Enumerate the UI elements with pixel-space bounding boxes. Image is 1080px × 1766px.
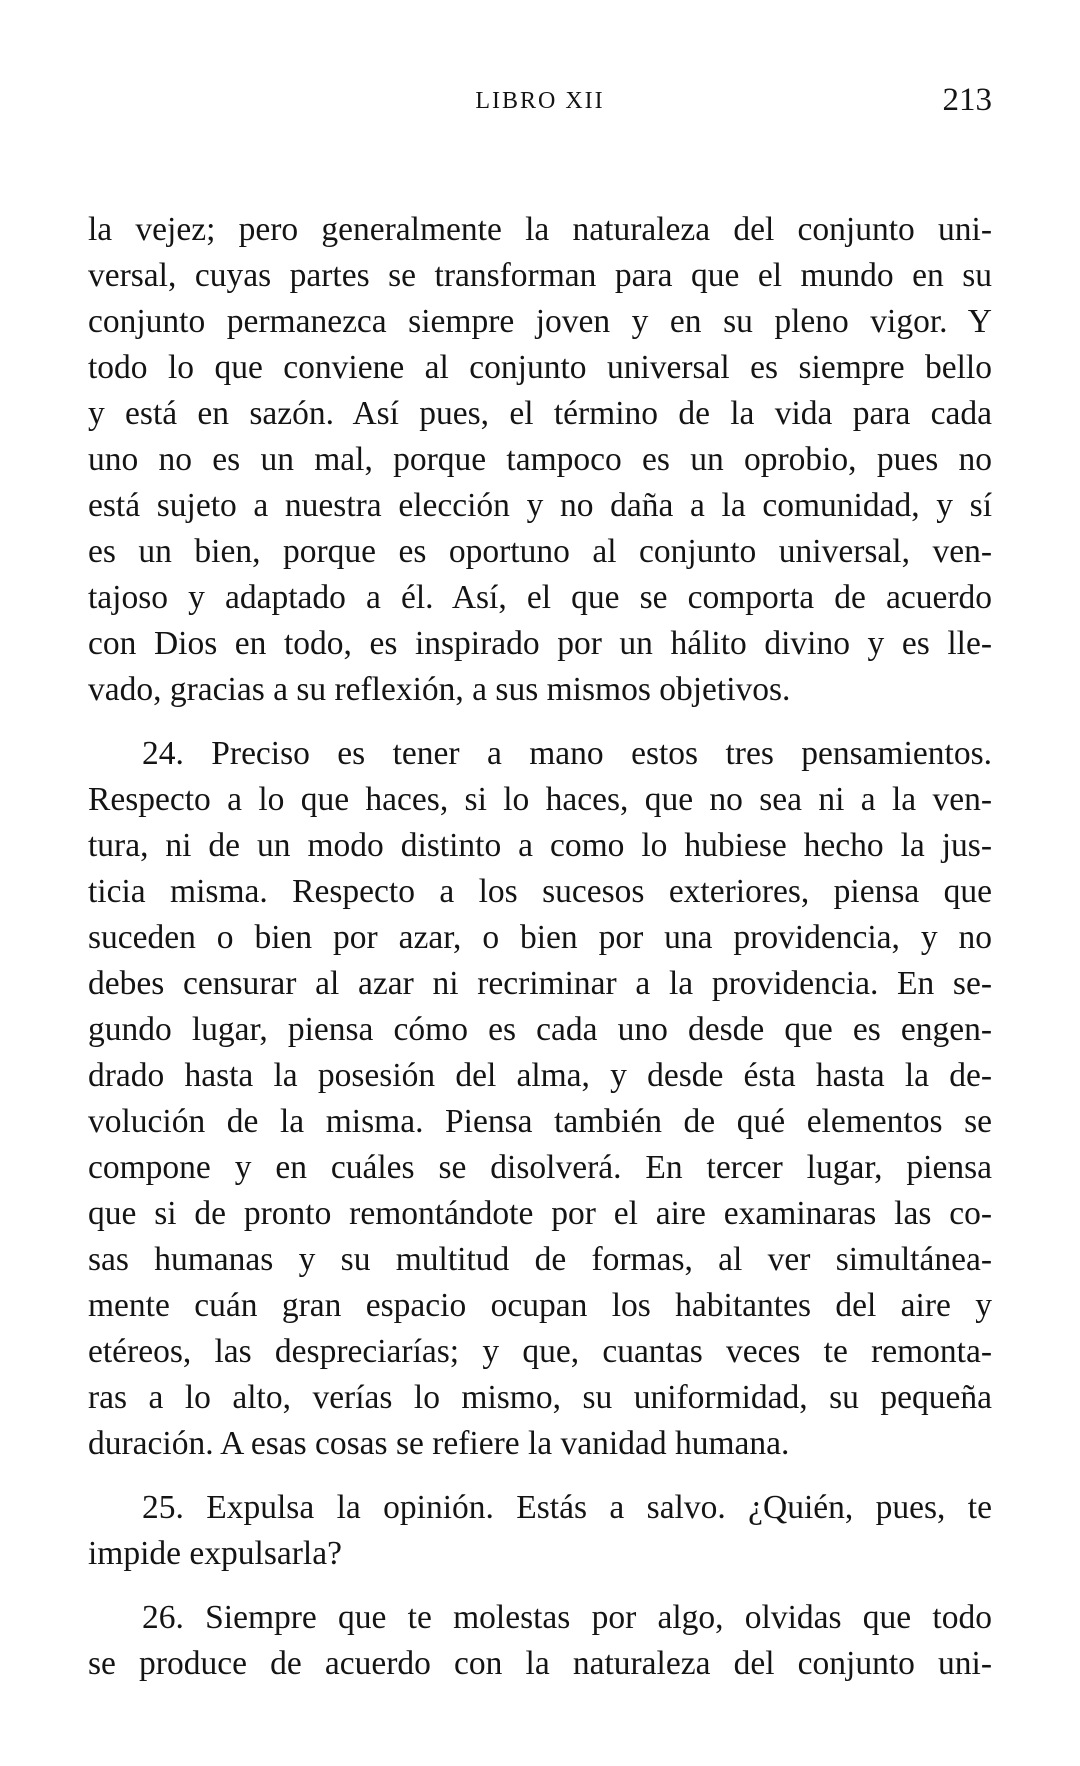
text-line: la vejez; pero generalmente la naturaleza del conjunto uni- (88, 211, 992, 248)
text-line: todo lo que conviene al conjunto universal es siempre bello (88, 349, 992, 386)
paragraph-24 (88, 731, 992, 1467)
paragraph-25 (88, 1485, 992, 1577)
text-line: drado hasta la posesión del alma, y desde ésta hasta la de- (88, 1057, 992, 1094)
text-line: se produce de acuerdo con la naturaleza del conjunto uni- (88, 1645, 992, 1682)
text-line: uno no es un mal, porque tampoco es un oprobio, pues no (88, 441, 992, 478)
paragraph-26 (88, 1595, 992, 1687)
text-line: ticia misma. Respecto a los sucesos exteriores, piensa que (88, 873, 992, 910)
text-line: conjunto permanezca siempre joven y en su pleno vigor. Y (88, 303, 992, 340)
text-line: impide expulsarla? (88, 1535, 342, 1572)
text-line: versal, cuyas partes se transforman para que el mundo en su (88, 257, 992, 294)
text-line: que si de pronto remontándote por el aire examinaras las co- (88, 1195, 992, 1232)
text-line: 26. Siempre que te molestas por algo, olvidas que todo (142, 1599, 992, 1636)
text-line: sas humanas y su multitud de formas, al ver simultánea- (88, 1241, 992, 1278)
paragraph-continuation (88, 207, 992, 713)
text-line: etéreos, las despreciarías; y que, cuantas veces te remonta- (88, 1333, 992, 1370)
text-line: y está en sazón. Así pues, el término de la vida para cada (88, 395, 992, 432)
book-page (88, 0, 992, 1766)
text-line: debes censurar al azar ni recriminar a la providencia. En se- (88, 965, 992, 1002)
text-line: tajoso y adaptado a él. Así, el que se comporta de acuerdo (88, 579, 992, 616)
text-line: está sujeto a nuestra elección y no daña a la comunidad, y sí (88, 487, 992, 524)
text-line: 25. Expulsa la opinión. Estás a salvo. ¿Quién, pues, te (142, 1489, 992, 1526)
text-line: con Dios en todo, es inspirado por un hálito divino y es lle- (88, 625, 992, 662)
text-line: duración. A esas cosas se refiere la vanidad humana. (88, 1425, 790, 1462)
text-line: volución de la misma. Piensa también de qué elementos se (88, 1103, 992, 1140)
text-line: tura, ni de un modo distinto a como lo hubiese hecho la jus- (88, 827, 992, 864)
text-line: 24. Preciso es tener a mano estos tres pensamientos. (142, 735, 992, 772)
text-line: mente cuán gran espacio ocupan los habitantes del aire y (88, 1287, 992, 1324)
text-line: es un bien, porque es oportuno al conjunto universal, ven- (88, 533, 992, 570)
text-line: Respecto a lo que haces, si lo haces, que no sea ni a la ven- (88, 781, 992, 818)
page-number: 213 (942, 82, 992, 118)
running-header (88, 82, 992, 126)
text-line: vado, gracias a su reflexión, a sus mismos objetivos. (88, 671, 791, 708)
book-part-title: LIBRO XII (475, 88, 605, 114)
text-line: compone y en cuáles se disolverá. En tercer lugar, piensa (88, 1149, 992, 1186)
text-line: gundo lugar, piensa cómo es cada uno desde que es engen- (88, 1011, 992, 1048)
body-text (88, 207, 992, 1705)
text-line: ras a lo alto, verías lo mismo, su uniformidad, su pequeña (88, 1379, 992, 1416)
text-line: suceden o bien por azar, o bien por una providencia, y no (88, 919, 992, 956)
